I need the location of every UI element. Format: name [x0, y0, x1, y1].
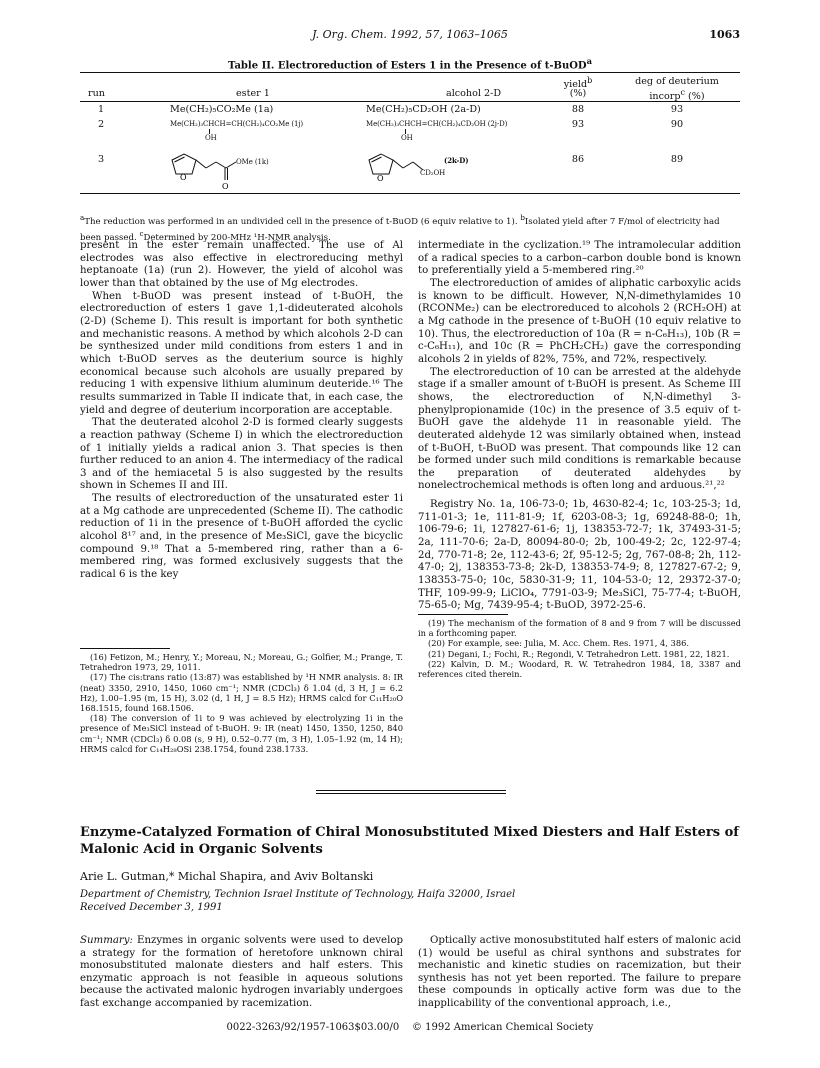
left-paragraph: That the deuterated alcohol 2-D is formed clearly suggests a reaction pathway (Scheme I) in which the electroreduction of 1 initially yields a radical anion 3. That species is then further reduced to an anion 4. The intermediacy of the radical 3 and of the hemiacetal 5 is also suggested by the results shown in Schemes II and III. — [80, 417, 403, 492]
left-column — [80, 240, 403, 582]
journal-name: J. Org. Chem. — [312, 28, 387, 41]
ring-o-label: O — [180, 173, 187, 182]
row3-deuterium: 89 — [670, 154, 684, 165]
right-column — [418, 240, 741, 613]
summary-text: Enzymes in organic solvents were used to develop a strategy for the formation of heretofore unknown chiral monosubstituted malonate diesters and half esters. This enzymatic approach is not feasible in aqueous solutions because the activated malonic hydrogen invariably undergoes fast exchange accompanied by racemization. — [80, 935, 403, 1009]
footer-copyright: © 1992 American Chemical Society — [411, 1022, 594, 1033]
row3-yield: 86 — [571, 154, 585, 165]
footnote-b: Isolated yield after 7 F/mol of electricity had been passed. — [80, 216, 720, 243]
article-affiliation: Department of Chemistry, Technion Israel Institute of Technology, Haifa 32000, Israel Received December 3, 1991 — [80, 888, 740, 914]
row1-yield: 88 — [571, 104, 585, 115]
section-divider-2 — [316, 793, 506, 794]
left-paragraph: When t-BuOD was present instead of t-BuOH, the electroreduction of esters 1 gave 1,1-dideuterated alcohols (2-D) (Scheme I). This result is important for both synthetic and mechanistic reasons. A method by which alcohols 2-D can be synthesized under mild conditions from esters 1 and in which t-BuOD serves as the deuterium source is highly economical because such alcohols are usually prepared by reducing 1 with expensive lithium aluminum deuteride.¹⁶ The results summarized in Table II indicate that, in each case, the yield and degree of deuterium incorporation are acceptable. — [80, 290, 403, 416]
row1-alcohol: Me(CH₂)₅CD₂OH (2a-D) — [366, 104, 481, 115]
col-header-incorp: incorp$^c$ (%) — [649, 88, 705, 103]
row3-alcohol: CD₂OH — [420, 169, 446, 177]
left-paragraph: present in the ester remain unaffected. The use of Al electrodes was also effective in electroreducing methyl heptanoate (1a) (run 2). However, the yield of alcohol was lower than that obtained by the use of Mg electrodes. — [80, 240, 403, 289]
row2-alcohol: Me(CH₂)₃CHCH=CH(CH₂)₄CD₂OH (2j-D) — [366, 120, 508, 128]
footer-code: 0022-3263/92/1957-1063$03.00/0 — [226, 1022, 400, 1033]
alcohol-2k-structure — [363, 150, 433, 184]
row2-alcohol-oh: OH — [401, 134, 413, 142]
row3-alcohol-label: (2k-D) — [444, 156, 469, 165]
row1-deuterium: 93 — [670, 104, 684, 115]
row2-yield: 93 — [571, 119, 585, 130]
table-caption: Table II. Electroreduction of Esters 1 in the Presence of t-BuOD$^a$ — [227, 56, 593, 72]
row3-run: 3 — [98, 154, 105, 165]
footnote-a: The reduction was performed in an undivided cell in the presence of t-BuOD (6 equiv relative to 1). — [84, 216, 518, 227]
reference: (16) Fetizon, M.; Henry, Y.; Moreau, N.; Moreau, G.; Golfier, M.; Prange, T. Tetrahedron 1973, 29, 1011. — [80, 652, 403, 673]
page-footer — [0, 1022, 820, 1033]
row1-ester: Me(CH₂)₅CO₂Me (1a) — [170, 104, 274, 115]
right-references — [418, 618, 741, 679]
section-divider — [316, 790, 506, 791]
reference: (22) Kalvin, D. M.; Woodard, R. W. Tetrahedron 1984, 18, 3387 and references cited therein. — [418, 658, 741, 680]
right-ref-rule — [418, 614, 508, 615]
page-number: 1063 — [709, 28, 740, 41]
table-top-rule — [80, 72, 740, 73]
reference: (18) The conversion of 1i to 9 was achieved by electrolyzing 1i in the presence of Me₃SiCl instead of t-BuOH. 9: IR (neat) 1450, 1350, 1250, 840 cm⁻¹; NMR (CDCl₃) δ 0.08 (s, 9 H), 0.52–0.77 (m, 3 H), 1.05–1.92 (m, 14 H); HRMS calcd for C₁₄H₂₈OSi 238.1754, found 238.1733. — [80, 713, 403, 754]
received-date: Received December 3, 1991 — [80, 902, 223, 913]
row2-deuterium: 90 — [670, 119, 684, 130]
reference: (20) For example, see: Julia, M. Acc. Chem. Res. 1971, 4, 386. — [428, 638, 690, 649]
left-ref-rule — [80, 648, 170, 649]
row1-run: 1 — [98, 104, 105, 115]
col-header-alcohol: alcohol 2-D — [446, 88, 502, 99]
col-header-yield: yield$^b$ — [563, 76, 593, 91]
col-header-yield-unit: (%) — [569, 88, 587, 99]
article-summary — [80, 935, 403, 1011]
row3-ester-label: OMe (1k) — [236, 158, 269, 166]
ester-1k-structure — [166, 150, 254, 192]
citation: 1992, 57, 1063–1065 — [390, 28, 508, 41]
running-head — [0, 28, 820, 41]
right-paragraph: The electroreduction of 10 can be arrested at the aldehyde stage if a smaller amount of t-BuOH is present. As Scheme III shows, the electroreduction of N,N-dimethyl 3-phenylpropionamide (10c) in the presence of 3.5 equiv of t-BuOH gave the aldehyde 11 in reasonable yield. The deuterated aldehyde 12 was similarly obtained when, instead of t-BuOH, t-BuOD was present. That compounds like 12 can be formed under such mild conditions is remarkable because the preparation of deuterated aldehydes by nonelectrochemical methods is often long and arduous.²¹,²² — [418, 366, 741, 492]
reference: (17) The cis:trans ratio (13:87) was established by ¹H NMR analysis. 8: IR (neat) 3350, 2910, 1450, 1060 cm⁻¹; NMR (CDCl₃) δ 1.04 (d, 3 H, J = 6.2 Hz), 1.00–1.95 (m, 15 H), 3.02 (d, 1 H, J = 8.5 Hz); HRMS calcd for C₁₁H₂₀O 168.1515, found 168.1506. — [80, 672, 403, 714]
article-title: Enzyme-Catalyzed Formation of Chiral Monosubstituted Mixed Diesters and Half Esters of Malonic Acid in Organic Solvents — [80, 825, 739, 857]
right-paragraph: The electroreduction of amides of aliphatic carboxylic acids is known to be difficult. However, N,N-dimethylamides 10 (RCONMe₂) can be electroreduced to alcohols 2 (RCH₂OH) at a Mg cathode in the presence of t-BuOH (10 equiv relative to 10). Thus, the electroreduction of 10a (R = n-C₆H₁₃), 10b (R = c-C₆H₁₁), and 10c (R = PhCH₂CH₂) gave the corresponding alcohols 2 in yields of 82%, 75%, and 72%, respectively. — [418, 277, 741, 365]
article-authors: Arie L. Gutman,* Michal Shapira, and Aviv Boltanski — [80, 870, 374, 883]
right-paragraph: intermediate in the cyclization.¹⁹ The intramolecular addition of a radical species to a carbon–carbon double bond is known to preferentially yield a 5-membered ring.²⁰ — [418, 240, 741, 277]
col-header-run: run — [88, 88, 105, 99]
row2-run: 2 — [98, 119, 105, 130]
carbonyl-o-label: O — [222, 182, 229, 191]
ring-o-label-2: O — [377, 174, 384, 183]
reference: (21) Degani, I.; Fochi, R.; Regondi, V. Tetrahedron Lett. 1981, 22, 1821. — [428, 648, 730, 659]
left-paragraph: The results of electroreduction of the unsaturated ester 1i at a Mg cathode are unprecedented (Scheme II). The cathodic reduction of 1i in the presence of t-BuOH afforded the cyclic alcohol 8¹⁷ and, in the presence of Me₃SiCl, gave the bicyclic compound 9.¹⁸ That a 5-membered ring, rather than a 6-membered ring, was formed exclusively suggests that the radical 6 is the key — [80, 493, 403, 581]
col-header-deg: deg of deuterium — [635, 76, 719, 87]
page-header — [0, 28, 820, 46]
table-footnotes: $^a$The reduction was performed in an undivided cell in the presence of t-BuOD (6 equiv relative to 1). $^b$Isolated yield after 7 F/mol of electricity had been passed. $^c$Determined by 200-MHz ¹H-NMR analysis. — [80, 213, 720, 243]
col-header-ester: ester 1 — [236, 88, 270, 99]
registry-numbers: Registry No. 1a, 106-73-0; 1b, 4630-82-4; 1c, 103-25-3; 1d, 711-01-3; 1e, 111-81-9; 1f, 6203-08-3; 1g, 69248-88-0; 1h, 106-79-6; 1i, 127827-61-6; 1j, 138353-72-7; 1k, 37493-31-5; 2a, 111-70-6; 2a-D, 80094-80-0; 2b, 100-49-2; 2c, 122-97-4; 2d, 770-71-8; 2e, 112-43-6; 2f, 95-12-5; 2g, 767-08-8; 2h, 112-47-0; 2j, 138353-73-8; 2k-D, 138353-74-9; 8, 127827-67-2; 9, 138353-75-0; 10c, 5830-31-9; 11, 104-53-0; 12, 29372-37-0; THF, 109-99-9; LiClO₄, 7791-03-9; Me₃SiCl, 75-77-4; t-BuOH, 75-65-0; Mg, 7439-95-4; t-BuOD, 3972-25-6. — [418, 499, 741, 612]
table-bottom-rule — [80, 193, 740, 194]
summary-label: Summary: — [80, 935, 133, 946]
row2-ester-oh: OH — [205, 134, 217, 142]
footnote-c: Determined by 200-MHz ¹H-NMR analysis. — [143, 232, 331, 243]
reference: (19) The mechanism of the formation of 8 and 9 from 7 will be discussed in a forthcoming paper. — [418, 618, 741, 639]
table-header-rule — [80, 101, 740, 102]
row2-ester: Me(CH₂)₃CHCH=CH(CH₂)₄CO₂Me (1j) — [170, 120, 304, 128]
left-references — [80, 652, 403, 754]
article-intro: Optically active monosubstituted half esters of malonic acid (1) would be useful as chiral synthons and substrates for mechanistic and kinetic studies on racemization, but their synthesis has not yet been reported. The failure to prepare these compounds in optically active form was due to the inapplicability of the conventional approach, i.e., — [418, 935, 741, 1009]
